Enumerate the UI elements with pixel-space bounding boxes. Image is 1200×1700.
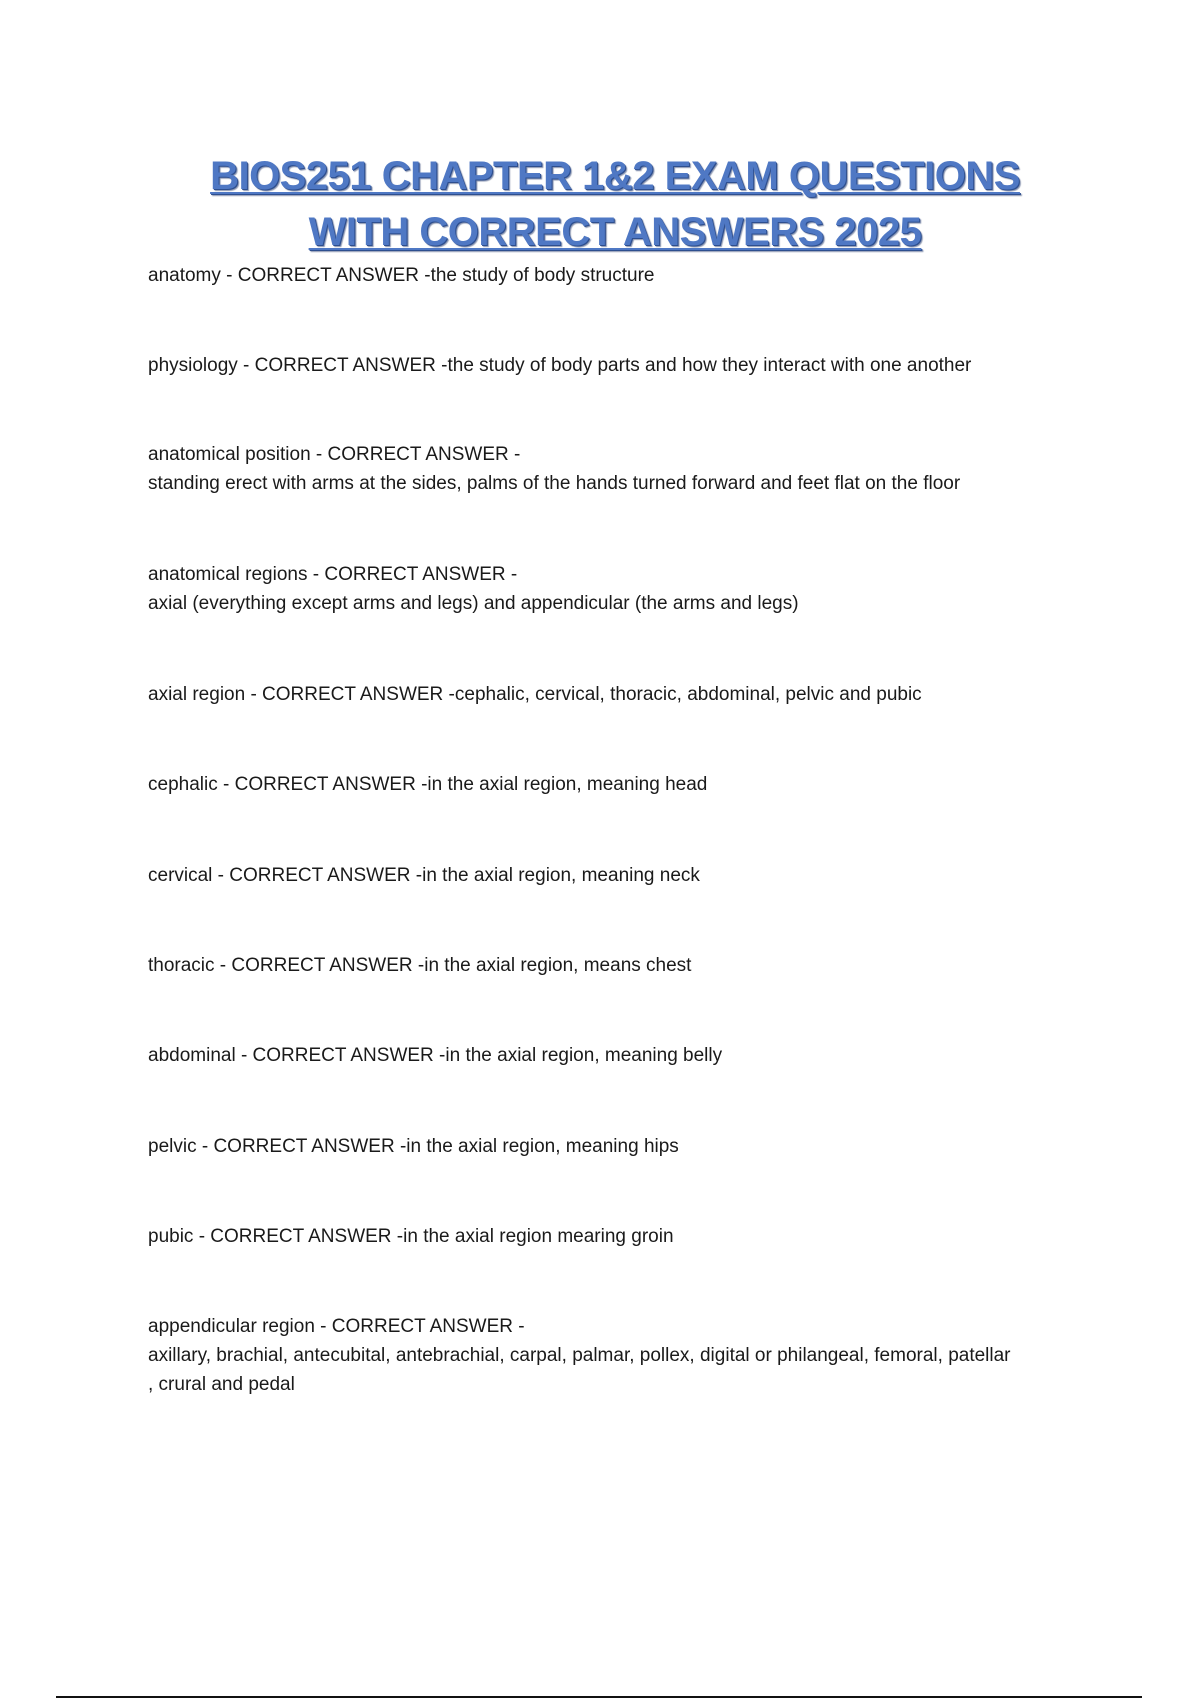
entry-term: anatomical regions - CORRECT ANSWER - [148, 564, 518, 585]
entry-text: pubic - CORRECT ANSWER -in the axial region mearing groin [148, 1226, 674, 1247]
entry-text: thoracic - CORRECT ANSWER -in the axial region, means chest [148, 955, 692, 976]
entry-answer: axillary, brachial, antecubital, antebrachial, carpal, palmar, pollex, digital or philangeal, femoral, patellar [148, 1345, 1011, 1366]
entry-abdominal [148, 1041, 1088, 1070]
entry-answer: axial (everything except arms and legs) and appendicular (the arms and legs) [148, 593, 799, 614]
entry-text: pelvic - CORRECT ANSWER -in the axial region, meaning hips [148, 1136, 679, 1157]
entry-anatomical-regions [148, 560, 1088, 618]
entry-anatomy [148, 261, 1088, 290]
entry-text: physiology - CORRECT ANSWER -the study of body parts and how they interact with one another [148, 355, 972, 376]
entry-pubic [148, 1222, 1088, 1251]
document-title-line-1: BIOS251 CHAPTER 1&2 EXAM QUESTIONS [210, 154, 1020, 198]
entry-cephalic [148, 770, 1088, 799]
entry-appendicular-region [148, 1312, 1088, 1399]
entry-pelvic [148, 1132, 1088, 1161]
entry-term: anatomical position - CORRECT ANSWER - [148, 444, 521, 465]
entry-axial-region [148, 680, 1088, 709]
entry-term: appendicular region - CORRECT ANSWER - [148, 1316, 525, 1337]
footer-divider [56, 1696, 1142, 1698]
entry-cervical [148, 861, 1088, 890]
entry-answer: standing erect with arms at the sides, palms of the hands turned forward and feet flat on the floor [148, 473, 961, 494]
entry-text: abdominal - CORRECT ANSWER -in the axial region, meaning belly [148, 1045, 723, 1066]
entry-text: cephalic - CORRECT ANSWER -in the axial region, meaning head [148, 774, 708, 795]
entry-text: anatomy - CORRECT ANSWER -the study of body structure [148, 265, 655, 286]
entry-physiology [148, 351, 1088, 380]
entry-anatomical-position [148, 440, 1088, 498]
entry-thoracic [148, 951, 1088, 980]
entry-text: axial region - CORRECT ANSWER -cephalic, cervical, thoracic, abdominal, pelvic and pubic [148, 684, 922, 705]
entry-answer-continued: , crural and pedal [148, 1374, 295, 1395]
document-title-line-2: WITH CORRECT ANSWERS 2025 [308, 210, 922, 254]
entry-text: cervical - CORRECT ANSWER -in the axial region, meaning neck [148, 865, 700, 886]
